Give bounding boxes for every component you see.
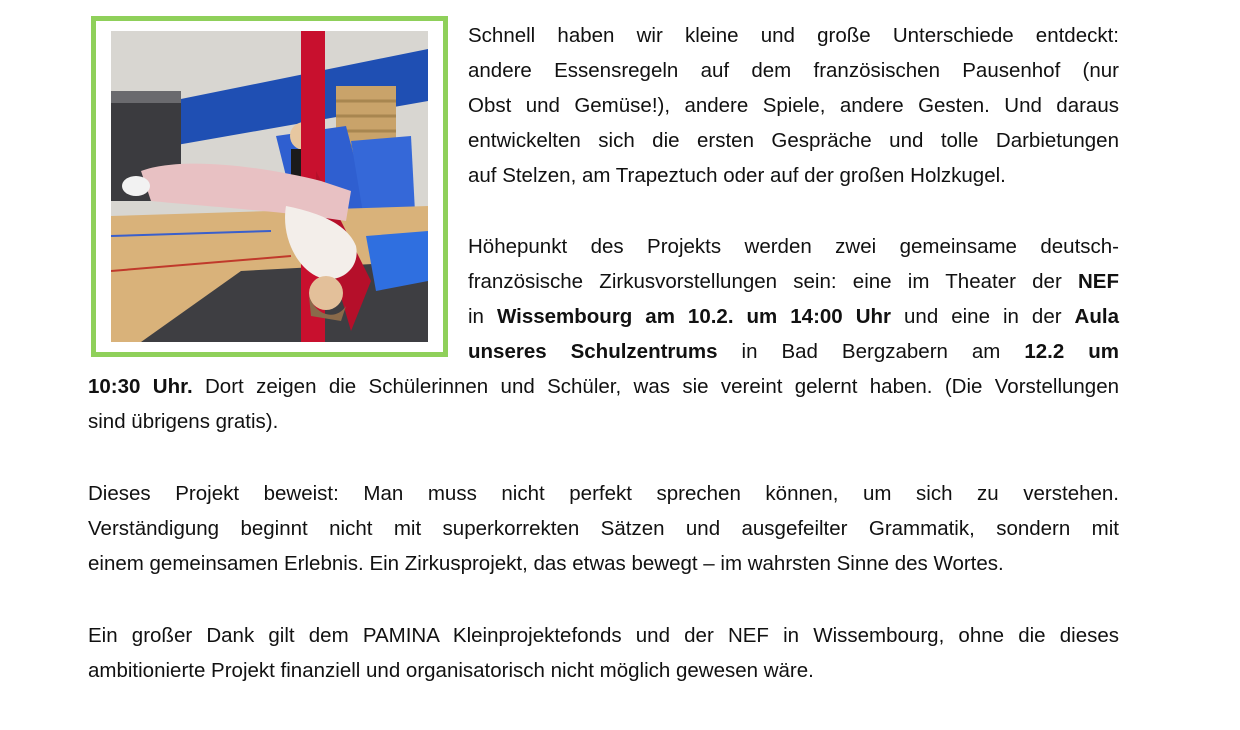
text-line: einem gemeinsamen Erlebnis. Ein Zirkusprojekt, das etwas bewegt – im wahrsten Sinne des Wortes. xyxy=(88,552,1004,575)
text-run: in Bad Bergzabern am xyxy=(717,340,1025,363)
text-bold-time: 10:30 Uhr. xyxy=(88,375,193,398)
paragraph-highlight-bottom xyxy=(88,369,1119,439)
circus-photo xyxy=(111,31,428,342)
text-bold-nef: NEF xyxy=(1078,270,1119,293)
text-bold-schulzentrum: unseres Schulzentrums xyxy=(468,340,718,363)
text-line: Obst und Gemüse!), andere Spiele, andere Gesten. Und daraus xyxy=(468,94,1119,117)
text-line xyxy=(468,299,1119,334)
text-line: entwickelten sich die ersten Gespräche und tolle Darbietungen xyxy=(468,129,1119,152)
paragraph-highlight-top xyxy=(468,229,1119,369)
text-run: Dort zeigen die Schülerinnen und Schüler, was sie vereint gelernt haben. (Die Vorstellungen xyxy=(192,375,1119,398)
paragraph-differences xyxy=(468,18,1119,193)
text-line: auf Stelzen, am Trapeztuch oder auf der großen Holzkugel. xyxy=(468,164,1006,187)
text-line: Verständigung beginnt nicht mit superkorrekten Sätzen und ausgefeilter Grammatik, sondern mit xyxy=(88,517,1119,540)
text-run: in xyxy=(468,305,497,328)
text-bold-date-bergzabern: 12.2 um xyxy=(1024,340,1120,363)
text-bold-aula: Aula xyxy=(1074,305,1119,328)
text-line: sind übrigens gratis). xyxy=(88,410,279,433)
text-line xyxy=(468,264,1119,299)
text-line xyxy=(88,369,1119,404)
text-line: ambitionierte Projekt finanziell und organisatorisch nicht möglich gewesen wäre. xyxy=(88,659,814,682)
photo-frame xyxy=(91,16,448,357)
text-line: Ein großer Dank gilt dem PAMINA Kleinprojektefonds und der NEF in Wissembourg, ohne die dieses xyxy=(88,624,1119,647)
text-run: französische Zirkusvorstellungen sein: eine im Theater der xyxy=(468,270,1078,293)
paragraph-conclusion xyxy=(88,476,1119,581)
text-line: Dieses Projekt beweist: Man muss nicht perfekt sprechen können, um sich zu verstehen. xyxy=(88,482,1119,505)
circus-photo-illustration xyxy=(111,31,428,342)
text-bold-date-wissembourg: Wissembourg am 10.2. um 14:00 Uhr xyxy=(496,305,892,328)
paragraph-thanks xyxy=(88,618,1119,688)
text-line: Schnell haben wir kleine und große Unterschiede entdeckt: xyxy=(468,24,1119,47)
text-run: und eine in der xyxy=(891,305,1075,328)
text-line xyxy=(468,334,1119,369)
text-line: andere Essensregeln auf dem französischen Pausenhof (nur xyxy=(468,59,1119,82)
text-line: Höhepunkt des Projekts werden zwei gemeinsame deutsch- xyxy=(468,235,1119,258)
